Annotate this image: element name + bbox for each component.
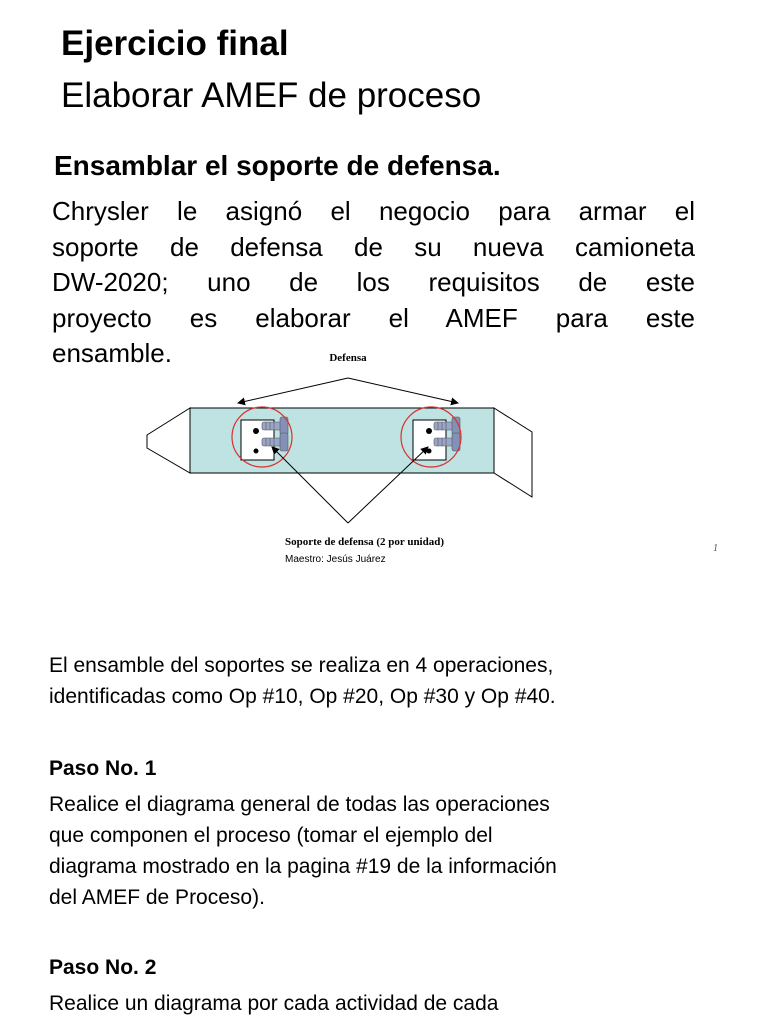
section-heading: Ensamblar el soporte de defensa. — [54, 150, 501, 181]
bumper-left-wing — [147, 408, 190, 473]
step1-line: del AMEF de Proceso). — [49, 886, 265, 909]
step1-line: Realice el diagrama general de todas las operaciones — [49, 793, 550, 816]
step1-line: que componen el proceso (tomar el ejemplo del — [49, 824, 493, 847]
bumper-diagram-svg — [140, 345, 540, 575]
operations-line: identificadas como Op #10, Op #20, Op #30 y Op #40. — [49, 685, 556, 708]
bumper-diagram — [140, 345, 540, 580]
intro-line: proyecto es elaborar el AMEF para este — [52, 302, 695, 333]
page-number: 1 — [713, 543, 718, 554]
intro-line: Chrysler le asignó el negocio para armar el — [52, 196, 695, 226]
author-label: Maestro: Jesús Juárez — [285, 554, 386, 565]
arrow-left — [238, 378, 348, 403]
step1-line: diagrama mostrado en la pagina #19 de la información — [49, 855, 557, 878]
page-title: Ejercicio final — [61, 24, 289, 63]
operations-line: El ensamble del soportes se realiza en 4 operaciones, — [49, 654, 554, 677]
step1-paragraph — [49, 789, 729, 913]
defensa-label: Defensa — [329, 352, 367, 364]
bumper-right-wing — [494, 408, 532, 497]
page-subtitle: Elaborar AMEF de proceso — [61, 76, 482, 115]
step2-line: Realice un diagrama por cada actividad de cada — [49, 992, 499, 1015]
arrow-right — [348, 378, 458, 403]
soporte-label: Soporte de defensa (2 por unidad) — [285, 536, 445, 548]
intro-line: soporte de defensa de su nueva camioneta — [52, 231, 695, 262]
step2-paragraph — [49, 988, 729, 1019]
step2-title: Paso No. 2 — [49, 956, 157, 979]
intro-line: DW-2020; uno de los requisitos de este — [52, 267, 695, 297]
step1-title: Paso No. 1 — [49, 757, 157, 780]
operations-paragraph — [49, 650, 729, 712]
intro-line: ensamble. — [52, 338, 172, 368]
